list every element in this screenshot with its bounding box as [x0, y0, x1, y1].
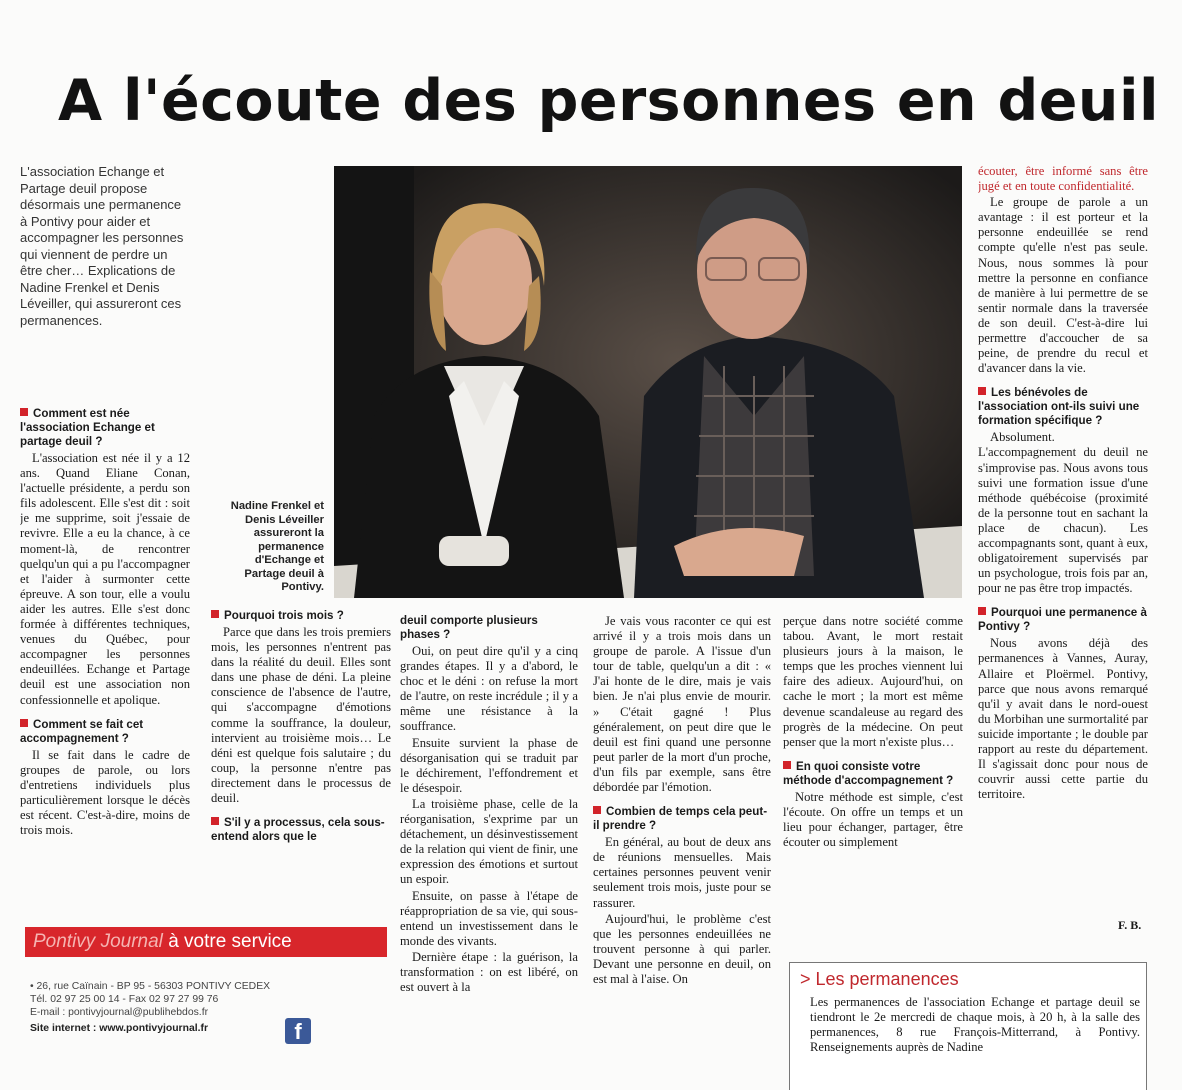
- photo: [334, 166, 962, 598]
- headline: A l'écoute des personnes en deuil: [58, 68, 1160, 134]
- answer-paragraph: Nous avons déjà des permanences à Vannes, Auray, Allaire et Ploërmel. Pontivy, parce que nous avons remarqué qu'il y avait dans le nord-ouest du Morbihan une surmortalité par suicide importante ; le double par rapport au reste du département. Il s'agissait donc pour nous de couvrir aussi cette partie du territoire.: [978, 636, 1148, 802]
- facebook-icon: f: [285, 1018, 311, 1044]
- question-heading: Pourquoi une permanence à Pontivy ?: [978, 606, 1147, 634]
- bullet-square-icon: [978, 607, 986, 615]
- answer-paragraph: écouter, être informé sans être jugé et en toute confidentialité.: [978, 164, 1148, 194]
- contact-address: • 26, rue Caïnain - BP 95 - 56303 PONTIVY CEDEX: [30, 981, 271, 992]
- newspaper-promo-banner: [25, 927, 387, 957]
- bullet-square-icon: [783, 761, 791, 769]
- permanences-text: Les permanences de l'association Echange et partage deuil se tiendront le 2e mercredi de chaque mois, à 20 h, à la salle des permanences, 8 rue François-Mitterrand, à Pontivy. Renseignements auprès de Nadine: [810, 995, 1140, 1054]
- answer-paragraph: Il se fait dans le cadre de groupes de parole, ou lors d'entretiens individuels plus particulièrement lorsque le décès est récent. C'est-à-dire, moins de trois mois.: [20, 747, 190, 838]
- answer-paragraph: Ensuite, on passe à l'étape de réappropriation de sa vie, qui sous-entend un investissement dans le monde des vivants.: [400, 888, 578, 948]
- newspaper-name: Pontivy Journal: [33, 931, 163, 952]
- bullet-square-icon: [593, 806, 601, 814]
- question-heading: Combien de temps cela peut-il prendre ?: [593, 805, 768, 833]
- question-heading-continued: deuil comporte plusieurs phases ?: [400, 614, 538, 641]
- answer-paragraph: Aujourd'hui, le problème c'est que les personnes endeuillées ne trouvent personne à qui parler. Devant une personne en deuil, on est mal à l'aise. On: [593, 911, 771, 986]
- column-6: [978, 164, 1148, 916]
- question-heading: En quoi consiste votre méthode d'accompagnement ?: [783, 759, 954, 787]
- bullet-square-icon: [978, 387, 986, 395]
- answer-paragraph: Ensuite survient la phase de désorganisation qui se traduit par le déchirement, l'effondrement et le désespoir.: [400, 735, 578, 795]
- contact-email: E-mail : pontivyjournal@publihebdos.fr: [30, 1007, 209, 1018]
- photo-caption: Nadine Frenkel et Denis Léveiller assureront la permanence d'Echange et Partage deuil à Pontivy.: [230, 500, 324, 593]
- question-heading: Pourquoi trois mois ?: [211, 609, 391, 623]
- author-signature: F. B.: [1118, 918, 1142, 932]
- answer-paragraph: En général, au bout de deux ans de réunions mensuelles. Mais certaines personnes peuvent venir seulement trois mois, juste pour se rassurer.: [593, 835, 771, 910]
- contact-phone: Tél. 02 97 25 00 14 - Fax 02 97 27 99 76: [30, 994, 219, 1005]
- question-heading: Les bénévoles de l'association ont-ils suivi une formation spécifique ?: [978, 386, 1140, 428]
- contact-website: Site internet : www.pontivyjournal.fr: [30, 1023, 209, 1034]
- answer-paragraph: Le groupe de parole a un avantage : il est porteur et la personne endeuillée se rend compte qu'elle n'est pas seule. Nous, nous sommes là pour mettre la personne en confiance de manière à lui permettre de se sentir normale dans la traversée de son deuil. C'est-à-dire lui permettre d'accoucher de sa peine, de prendre du recul et d'avancer dans la vie.: [978, 195, 1148, 376]
- answer-paragraph: Dernière étape : la guérison, la transformation : on est libéré, on est ouvert à la: [400, 949, 578, 995]
- answer-paragraph: Oui, on peut dire qu'il y a cinq grandes étapes. Il y a d'abord, le choc et le déni : on refuse la mort de l'autre, on reste incrédule ; il y a même une résistance à la souffrance.: [400, 644, 578, 734]
- bullet-square-icon: [211, 817, 219, 825]
- answer-paragraph: Parce que dans les trois premiers mois, les personnes n'entrent pas dans la réalité du deuil. Elles sont dans une phase de déni. La pleine conscience de l'absence de l'autre, qui s'accompagne d'émotions comme la souffrance, la douleur, intervient au troisième mois… Le déni est quelque fois salutaire ; du coup, la personne n'entre pas directement dans le processus de deuil.: [211, 625, 391, 806]
- column-3: [400, 614, 578, 1084]
- question-heading: S'il y a processus, cela sous-entend alors que le: [211, 816, 385, 844]
- bullet-square-icon: [20, 408, 28, 416]
- column-4: [593, 614, 771, 1084]
- answer-paragraph: Absolument. L'accompagnement du deuil ne s'improvise pas. Nous avons tous suivi une formation issue d'une méthode québécoise (proximité de la personne tout en sachant la place de chacun). Les accompagnants sont, quant à eux, obligatoirement supervisés par un psychologue, trois fois par an, pour ne pas être trop impactés.: [978, 430, 1148, 596]
- column-5: [783, 614, 963, 934]
- answer-paragraph: La troisième phase, celle de la réorganisation, s'exprime par un détachement, un désinvestissement de la relation qui vient de finir, une expression des émotions et surtout un espoir.: [400, 796, 578, 887]
- bullet-square-icon: [20, 719, 28, 727]
- question-heading: Comment se fait cet accompagnement ?: [20, 717, 144, 745]
- answer-paragraph: Notre méthode est simple, c'est l'écoute. On offre un temps et un lieu pour échanger, partager, être écouter ou simplement: [783, 789, 963, 850]
- answer-paragraph: perçue dans notre société comme tabou. Avant, le mort restait plusieurs jours à la maison, le temps que les proches viennent lui faire des adieux. Aujourd'hui, on cache le mort ; la mort est même devenue scandaleuse au regard des progrès de la médecine. On peut penser que la mort n'existe plus…: [783, 614, 963, 749]
- permanences-title: > Les permanences: [800, 969, 959, 989]
- column-1: [20, 397, 190, 907]
- intro-paragraph: L'association Echange et Partage deuil propose désormais une permanence à Pontivy pour aider et accompagner les personnes qui viennent de perdre un être cher… Explications de Nadine Frenkel et Denis Léveiller, qui assureront ces permanences.: [20, 164, 184, 328]
- photo-illustration: [334, 166, 962, 598]
- permanences-box: [789, 962, 1147, 1090]
- answer-paragraph: Je vais vous raconter ce qui est arrivé il y a trois mois dans un groupe de parole. A l'issue d'un tour de table, quelqu'un a dit : « J'ai honte de le dire, mais je vais bien. Je n'ai plus envie de mourir. » C'était gagné ! Plus généralement, on peut dire que le deuil est fini quand une personne peut parler de la mort d'un proche, d'un fils par exemple, sans être débordée par l'émotion.: [593, 614, 771, 795]
- promo-slogan: à votre service: [168, 931, 292, 952]
- bullet-square-icon: [211, 610, 219, 618]
- column-2: [211, 605, 391, 905]
- answer-paragraph: L'association est née il y a 12 ans. Quand Eliane Conan, l'actuelle présidente, a perdu son fils adolescent. Elle s'est dit : soit je me supprime, soit j'essaie de revivre. Elle a eu la chance, à ce moment-là, de rencontrer quelqu'un qui a pu l'accompagner et l'aider à surmonter cette épreuve. A son tour, elle a voulu aider les autres. Elle s'est donc formée à différentes techniques, venues du Québec, pour accompagner les personnes endeuillées. Echange et Partage deuil est une association non confessionnelle et apolique.: [20, 451, 190, 707]
- question-heading: Comment est née l'association Echange et partage deuil ?: [20, 407, 155, 448]
